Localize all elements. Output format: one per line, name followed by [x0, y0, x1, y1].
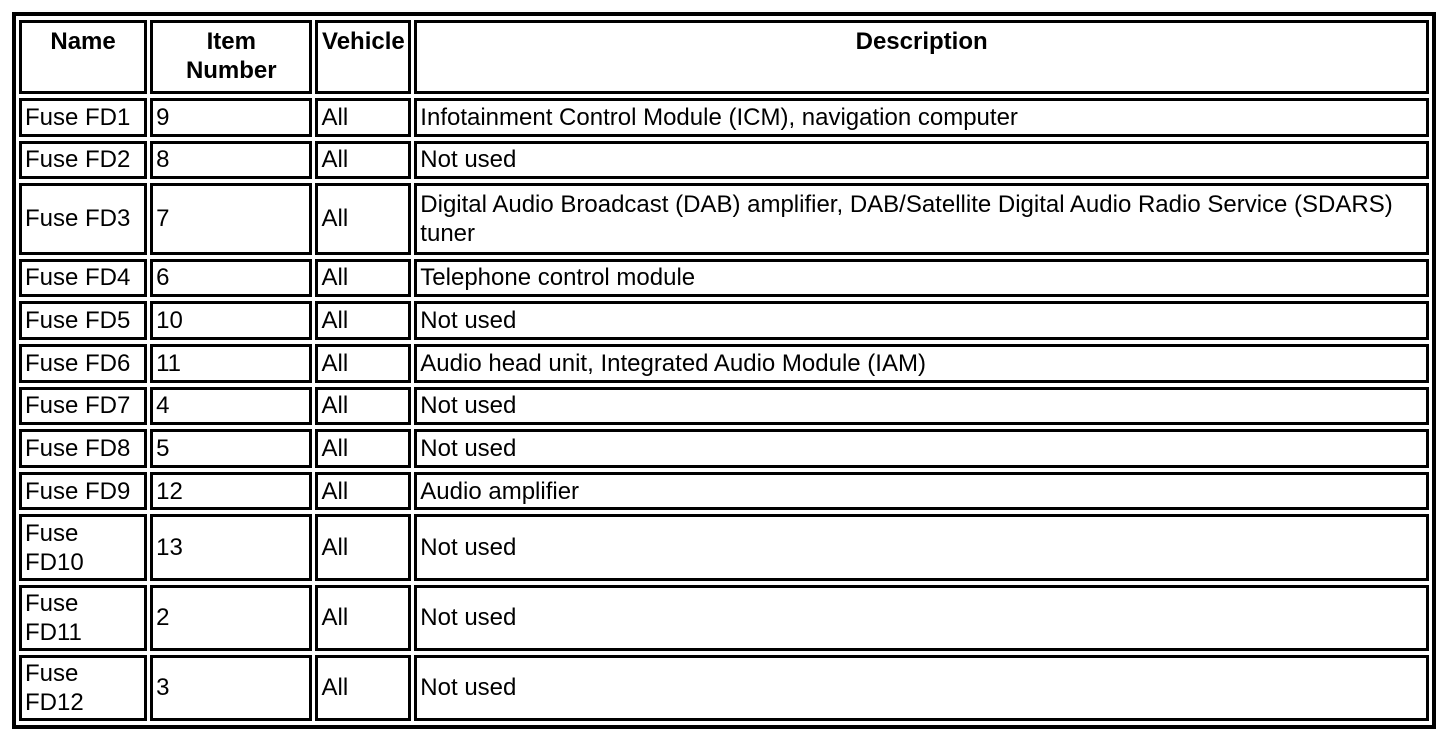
cell-item-number: 7: [150, 183, 312, 254]
cell-name: Fuse FD12: [19, 655, 147, 721]
cell-description: Not used: [414, 514, 1429, 580]
cell-name: Fuse FD7: [19, 387, 147, 426]
table-row: [19, 98, 1429, 137]
cell-vehicle: All: [315, 514, 411, 580]
header-description: Description: [414, 20, 1429, 94]
cell-name: Fuse FD6: [19, 344, 147, 383]
cell-description: Not used: [414, 429, 1429, 468]
header-row: [19, 20, 1429, 94]
cell-vehicle: All: [315, 344, 411, 383]
table-row: [19, 141, 1429, 180]
cell-description: Digital Audio Broadcast (DAB) amplifier, DAB/Satellite Digital Audio Radio Service (SDARS) tuner: [414, 183, 1429, 254]
table-row: [19, 387, 1429, 426]
header-name: Name: [19, 20, 147, 94]
cell-vehicle: All: [315, 472, 411, 511]
table-row: [19, 183, 1429, 254]
cell-item-number: 5: [150, 429, 312, 468]
cell-name: Fuse FD10: [19, 514, 147, 580]
cell-description: Not used: [414, 655, 1429, 721]
cell-item-number: 12: [150, 472, 312, 511]
header-item-number: Item Number: [150, 20, 312, 94]
fuse-table: [16, 16, 1432, 725]
cell-description: Telephone control module: [414, 259, 1429, 298]
cell-vehicle: All: [315, 183, 411, 254]
cell-vehicle: All: [315, 585, 411, 651]
cell-vehicle: All: [315, 429, 411, 468]
cell-name: Fuse FD2: [19, 141, 147, 180]
cell-name: Fuse FD5: [19, 301, 147, 340]
cell-item-number: 10: [150, 301, 312, 340]
cell-vehicle: All: [315, 655, 411, 721]
cell-item-number: 13: [150, 514, 312, 580]
cell-name: Fuse FD8: [19, 429, 147, 468]
cell-description: Audio head unit, Integrated Audio Module (IAM): [414, 344, 1429, 383]
table-row: [19, 472, 1429, 511]
cell-name: Fuse FD1: [19, 98, 147, 137]
cell-item-number: 2: [150, 585, 312, 651]
cell-vehicle: All: [315, 98, 411, 137]
cell-item-number: 8: [150, 141, 312, 180]
cell-item-number: 6: [150, 259, 312, 298]
header-vehicle: Vehicle: [315, 20, 411, 94]
cell-description: Not used: [414, 301, 1429, 340]
cell-vehicle: All: [315, 141, 411, 180]
cell-item-number: 9: [150, 98, 312, 137]
cell-name: Fuse FD3: [19, 183, 147, 254]
table-row: [19, 344, 1429, 383]
cell-vehicle: All: [315, 301, 411, 340]
cell-description: Not used: [414, 585, 1429, 651]
table-row: [19, 429, 1429, 468]
cell-name: Fuse FD11: [19, 585, 147, 651]
table-row: [19, 585, 1429, 651]
table-row: [19, 259, 1429, 298]
cell-vehicle: All: [315, 387, 411, 426]
cell-name: Fuse FD9: [19, 472, 147, 511]
cell-name: Fuse FD4: [19, 259, 147, 298]
cell-description: Infotainment Control Module (ICM), navigation computer: [414, 98, 1429, 137]
table-row: [19, 514, 1429, 580]
cell-description: Not used: [414, 387, 1429, 426]
cell-item-number: 3: [150, 655, 312, 721]
cell-item-number: 4: [150, 387, 312, 426]
table-row: [19, 655, 1429, 721]
fuse-table-frame: [12, 12, 1436, 729]
cell-description: Not used: [414, 141, 1429, 180]
cell-vehicle: All: [315, 259, 411, 298]
cell-item-number: 11: [150, 344, 312, 383]
table-row: [19, 301, 1429, 340]
cell-description: Audio amplifier: [414, 472, 1429, 511]
